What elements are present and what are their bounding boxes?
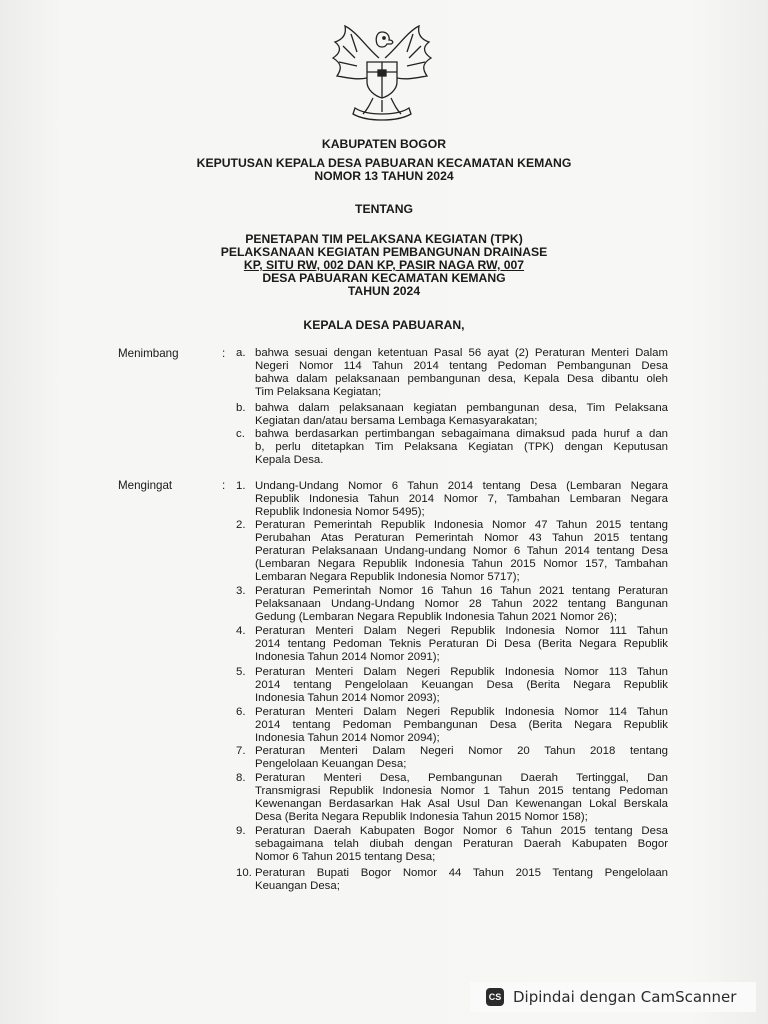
item-line: Transmigrasi Republik Indonesia Nomor 1 Tahun 2015 tentang Pedoman bbox=[255, 785, 668, 798]
item-line: Republik Indonesia Nomor 5495); bbox=[255, 506, 425, 519]
menimbang-colon: : bbox=[222, 347, 226, 360]
item-marker: 5. bbox=[236, 666, 246, 678]
subject-line: KP, SITU RW, 002 DAN KP, PASIR NAGA RW, 007 bbox=[243, 258, 525, 272]
camscanner-logo-icon: CS bbox=[486, 988, 504, 1006]
item-line: bahwa dalam pelaksanaan kegiatan pembangunan desa, Tim Pelaksana bbox=[255, 402, 668, 414]
item-marker: b. bbox=[236, 402, 246, 414]
item-line: Peraturan Bupati Bogor Nomor 44 Tahun 2015 Tentang Pengelolaan bbox=[255, 867, 668, 879]
item-line: bahwa sesuai dengan ketentuan Pasal 56 ayat (2) Peraturan Menteri Dalam bbox=[255, 347, 668, 359]
item-text bbox=[255, 625, 668, 664]
item-marker: a. bbox=[236, 347, 246, 359]
garuda-emblem-icon bbox=[327, 18, 437, 124]
item-text bbox=[255, 772, 668, 824]
regency-heading: KABUPATEN BOGOR bbox=[321, 137, 447, 151]
item-line: Indonesia Tahun 2014 Nomor 2094); bbox=[255, 732, 440, 745]
item-marker: 6. bbox=[236, 706, 246, 718]
item-marker: 2. bbox=[236, 519, 246, 531]
item-line: Peraturan Menteri Dalam Negeri Republik Indonesia Nomor 114 Tahun bbox=[255, 706, 668, 718]
item-line: Nomor 6 Tahun 2015 tentang Desa; bbox=[255, 851, 436, 864]
decree-title: KEPUTUSAN KEPALA DESA PABUARAN KECAMATAN KEMANG bbox=[196, 156, 572, 170]
item-text bbox=[255, 585, 668, 624]
item-line: Desa (Berita Negara Republik Indonesia Tahun 2015 Nomor 158); bbox=[255, 811, 588, 824]
item-line: Peraturan Pelaksanaan Undang-undang Nomor 6 Tahun 2014 tentang Desa bbox=[255, 545, 668, 558]
item-line: bahwa dalam pelaksanaan pembangunan desa, Kepala Desa dibantu oleh bbox=[255, 373, 668, 386]
item-marker: 7. bbox=[236, 745, 246, 757]
item-marker: 3. bbox=[236, 585, 246, 597]
item-line: Republik Indonesia Tahun 2014 Nomor 7, Tambahan Lembaran Negara bbox=[255, 493, 668, 506]
item-line: Lembaran Negara Republik Indonesia Nomor 5717); bbox=[255, 571, 520, 584]
menimbang-label: Menimbang bbox=[118, 347, 179, 360]
subject-line: PELAKSANAAN KEGIATAN PEMBANGUNAN DRAINASE bbox=[220, 245, 548, 259]
item-line: Peraturan Menteri Dalam Negeri Republik Indonesia Nomor 111 Tahun bbox=[255, 625, 668, 637]
item-line: Kegiatan dan/atau bersama Lembaga Kemasyarakatan; bbox=[255, 415, 538, 428]
subject-line: DESA PABUARAN KECAMATAN KEMANG bbox=[262, 271, 506, 285]
item-line: Peraturan Pemerintah Republik Indonesia Nomor 47 Tahun 2015 tentang bbox=[255, 519, 668, 531]
mengingat-colon: : bbox=[222, 479, 226, 492]
item-line: Peraturan Pemerintah Nomor 16 Tahun 16 Tahun 2021 tentang Peraturan bbox=[255, 585, 668, 597]
item-marker: c. bbox=[236, 428, 245, 440]
item-line: Kepala Desa. bbox=[255, 454, 324, 467]
item-line: Peraturan Menteri Dalam Negeri Republik Indonesia Nomor 113 Tahun bbox=[255, 666, 668, 678]
about-heading: TENTANG bbox=[355, 202, 413, 216]
item-text bbox=[255, 825, 668, 864]
item-line: Kewenangan Berdasarkan Hak Asal Usul Dan Kewenangan Lokal Berskala bbox=[255, 798, 668, 811]
item-line: 2014 tentang Pengelolaan Keuangan Desa (Berita Negara Republik bbox=[255, 679, 668, 692]
item-line: Peraturan Menteri Desa, Pembangunan Daerah Tertinggal, Dan bbox=[255, 772, 668, 784]
item-text bbox=[255, 428, 668, 467]
item-line: Negeri Nomor 114 Tahun 2014 tentang Pedoman Pembangunan Desa bbox=[255, 360, 668, 373]
item-text bbox=[255, 519, 668, 584]
item-marker: 1. bbox=[236, 480, 246, 492]
item-line: Peraturan Menteri Dalam Negeri Nomor 20 Tahun 2018 tentang bbox=[255, 745, 668, 757]
item-text bbox=[255, 480, 668, 519]
mengingat-label: Mengingat bbox=[118, 479, 173, 492]
item-text bbox=[255, 347, 668, 399]
item-text bbox=[255, 867, 668, 893]
subject-line: TAHUN 2024 bbox=[347, 284, 421, 298]
item-marker: 10. bbox=[236, 867, 252, 879]
subject-line: PENETAPAN TIM PELAKSANA KEGIATAN (TPK) bbox=[245, 232, 523, 246]
camscanner-watermark bbox=[470, 982, 756, 1012]
signatory-heading: KEPALA DESA PABUARAN, bbox=[303, 318, 465, 332]
item-line: Perubahan Atas Peraturan Pemerintah Nomor 43 Tahun 2015 tentang bbox=[255, 532, 668, 545]
item-line: Pelaksanaan Undang-Undang Nomor 28 Tahun 2022 tentang Bangunan bbox=[255, 598, 668, 611]
item-line: sebagaimana telah diubah dengan Peraturan Daerah Kabupaten Bogor bbox=[255, 838, 668, 851]
item-text bbox=[255, 666, 668, 705]
subject-block bbox=[0, 233, 768, 298]
item-line: 2014 tentang Pedoman Pembangunan Desa (Berita Negara Republik bbox=[255, 719, 668, 732]
item-text bbox=[255, 402, 668, 428]
item-line: (Lembaran Negara Republik Indonesia Tahun 2015 Nomor 157, Tambahan bbox=[255, 558, 668, 571]
item-line: Tim Pelaksana Kegiatan; bbox=[255, 386, 382, 399]
item-line: Indonesia Tahun 2014 Nomor 2093); bbox=[255, 692, 440, 705]
camscanner-text: Dipindai dengan CamScanner bbox=[513, 988, 737, 1006]
decree-number: NOMOR 13 TAHUN 2024 bbox=[314, 169, 454, 183]
item-line: 2014 tentang Pedoman Teknis Peraturan Di Desa (Berita Negara Republik bbox=[255, 638, 668, 651]
item-line: Peraturan Daerah Kabupaten Bogor Nomor 6 Tahun 2015 tentang Desa bbox=[255, 825, 668, 837]
item-line: bahwa berdasarkan pertimbangan sebagaimana dimaksud pada huruf a dan bbox=[255, 428, 668, 440]
item-line: Pengelolaan Keuangan Desa; bbox=[255, 758, 407, 771]
item-marker: 8. bbox=[236, 772, 246, 784]
item-line: b, perlu ditetapkan Tim Pelaksana Kegiatan (TPK) dengan Keputusan bbox=[255, 441, 668, 454]
item-line: Undang-Undang Nomor 6 Tahun 2014 tentang Desa (Lembaran Negara bbox=[255, 480, 668, 492]
item-marker: 4. bbox=[236, 625, 246, 637]
item-text bbox=[255, 745, 668, 771]
item-marker: 9. bbox=[236, 825, 246, 837]
item-line: Keuangan Desa; bbox=[255, 880, 340, 893]
item-text bbox=[255, 706, 668, 745]
item-line: Indonesia Tahun 2014 Nomor 2091); bbox=[255, 651, 440, 664]
item-line: Gedung (Lembaran Negara Republik Indonesia Tahun 2021 Nomor 26); bbox=[255, 611, 617, 624]
